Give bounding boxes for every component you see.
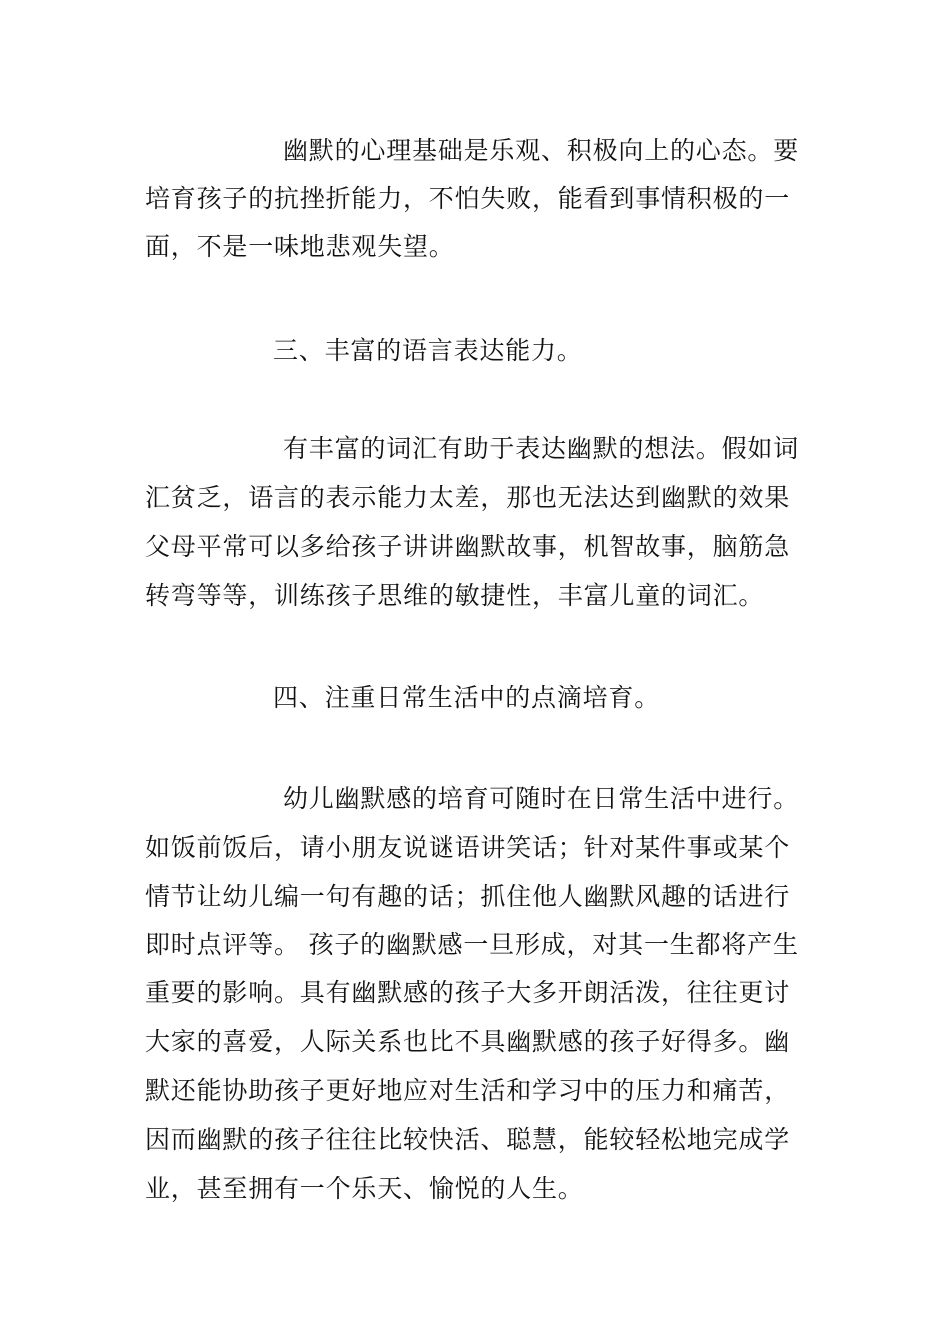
paragraph-line: 大家的喜爱，人际关系也比不具幽默感的孩子好得多。幽 xyxy=(145,1027,791,1056)
paragraph-line: 父母平常可以多给孩子讲讲幽默故事，机智故事，脑筋急 xyxy=(145,532,791,561)
section-heading: 四、注重日常生活中的点滴培育。 xyxy=(273,683,661,712)
paragraph-line: 业，甚至拥有一个乐天、愉悦的人生。 xyxy=(145,1174,584,1203)
paragraph-line: 重要的影响。具有幽默感的孩子大多开朗活泼，往往更讨 xyxy=(145,978,791,1007)
paragraph-line: 情节让幼儿编一句有趣的话；抓住他人幽默风趣的话进行 xyxy=(145,882,791,911)
paragraph-line: 面，不是一味地悲观失望。 xyxy=(145,232,455,261)
paragraph-line: 幼儿幽默感的培育可随时在日常生活中进行。 xyxy=(283,784,800,813)
paragraph-line: 培育孩子的抗挫折能力，不怕失败，能看到事情积极的一 xyxy=(145,184,791,213)
paragraph-line: 转弯等等，训练孩子思维的敏捷性，丰富儿童的词汇。 xyxy=(145,581,765,610)
paragraph-line: 如饭前饭后，请小朋友说谜语讲笑话；针对某件事或某个 xyxy=(145,833,791,862)
paragraph-line: 默还能协助孩子更好地应对生活和学习中的压力和痛苦， xyxy=(145,1076,791,1105)
paragraph-line: 有丰富的词汇有助于表达幽默的想法。假如词 xyxy=(283,434,800,463)
paragraph-line: 因而幽默的孩子往往比较快活、聪慧，能较轻松地完成学 xyxy=(145,1125,791,1154)
section-heading: 三、丰富的语言表达能力。 xyxy=(273,336,583,365)
paragraph-line: 幽默的心理基础是乐观、积极向上的心态。要 xyxy=(283,136,800,165)
paragraph-line: 即时点评等。 孩子的幽默感一旦形成，对其一生都将产生 xyxy=(145,930,799,959)
paragraph-line: 汇贫乏，语言的表示能力太差，那也无法达到幽默的效果 xyxy=(145,483,791,512)
